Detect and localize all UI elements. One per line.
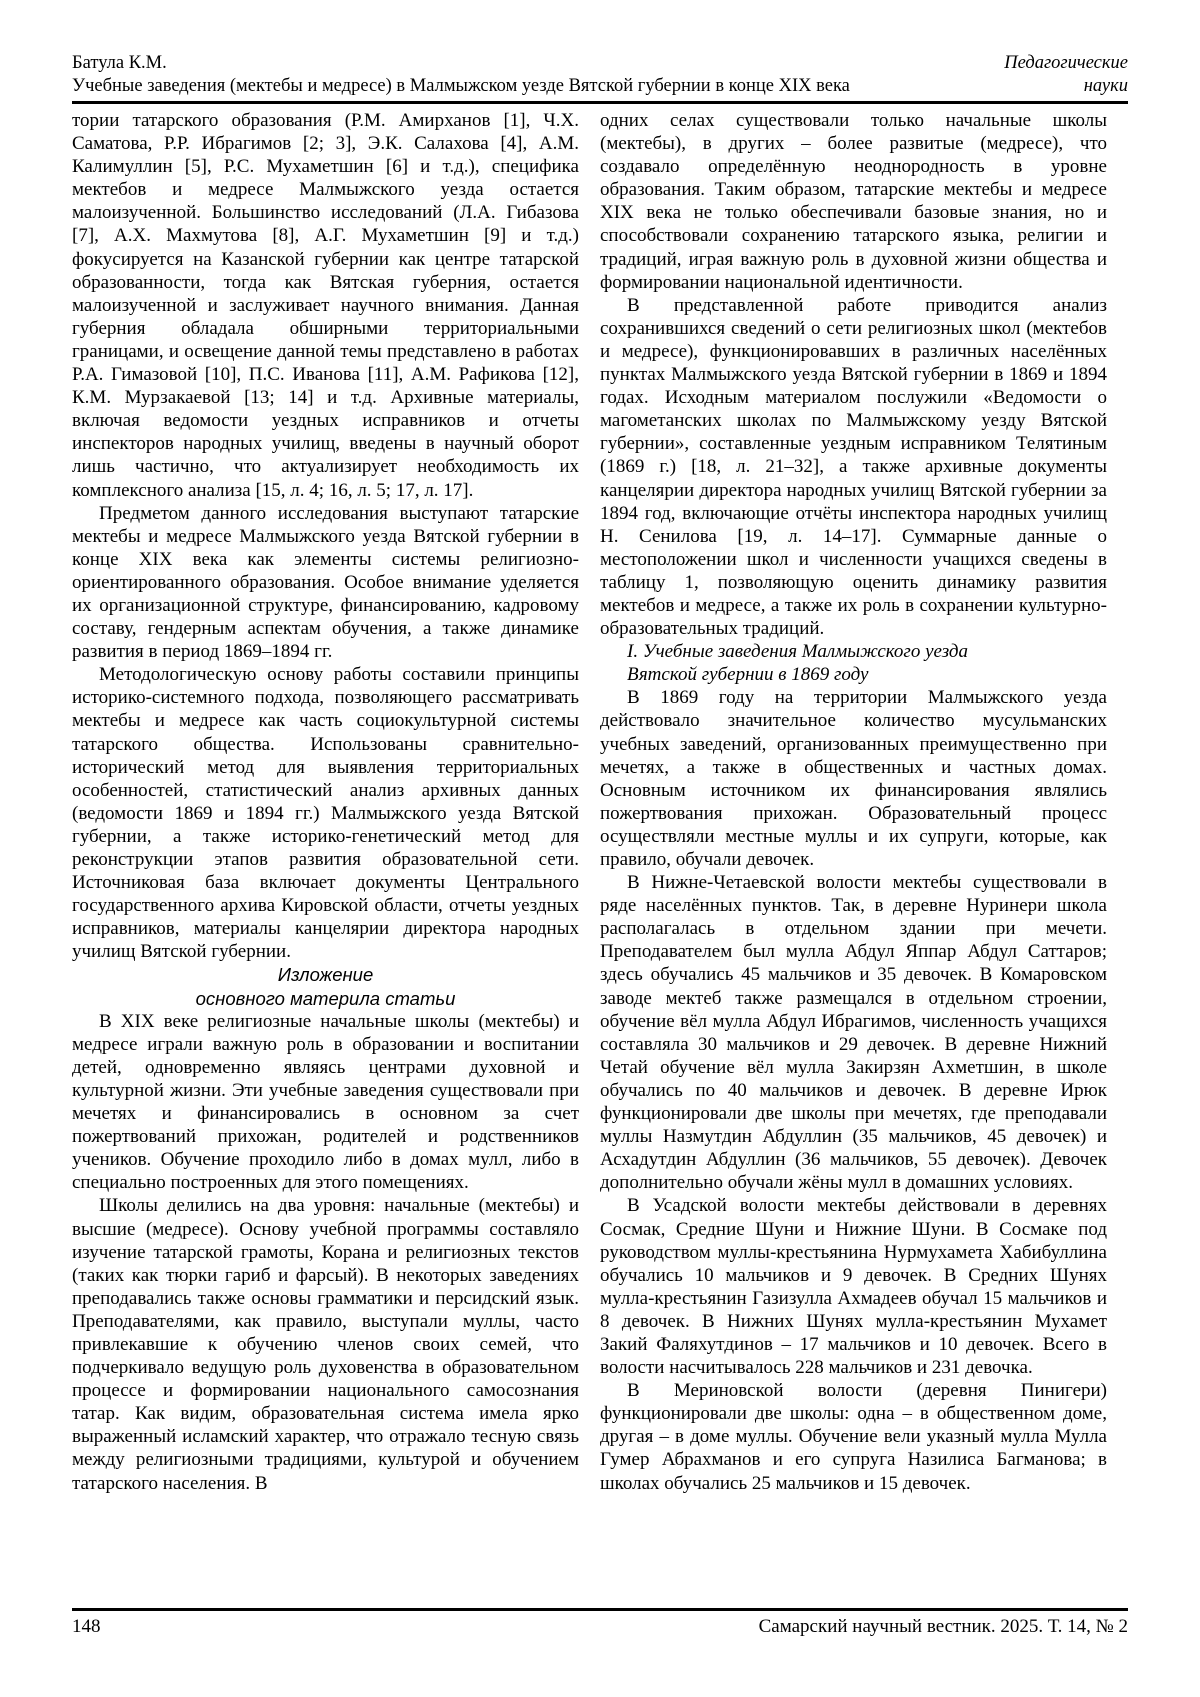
paragraph-usadskaya: В Усадской волости мектебы действовали в деревнях Сосмак, Средние Шуни и Нижние Шуни. В Сосмаке под руководством муллы-крестьянина Нурмухамета Хабибуллина обучались 10 мальчиков и 9 девочек. В Средних Шунях мулла-крестьянин Газизулла Ахмадеев обучал 15 мальчиков и 8 девочек. В Нижних Шунях мулла-крестьянин Мухамет Закий Фаляхутдинов – 17 мальчиков и 10 девочек. Всего в волости насчитывалось 228 мальчиков и 231 девочка. (600, 1195, 1107, 1379)
footer-row (72, 1615, 1128, 1638)
section-heading-izlozhenie-line2: основного материла статьи (195, 987, 456, 1009)
left-column (72, 109, 579, 1607)
page-number: 148 (72, 1616, 101, 1637)
paragraph-1869-overview: В 1869 году на территории Малмыжского уезда действовало значительное количество мусульманских учебных заведений, организованных преимущественно при мечетях, а также в общественных и частных домах. Основным источником их финансирования являлись пожертвования прихожан. Образовательный процесс осуществляли местные муллы и их супруги, которые, как правило, обучали девочек. (600, 687, 1107, 870)
paragraph-continuation: одних селах существовали только начальные школы (мектебы), в других – более развитые (медресе), что создавало определённую неоднородность в уровне образования. Таким образом, татарские мектебы и медресе XIX века не только обеспечивали базовые знания, но и способствовали сохранению татарского языка, религии и традиций, играя важную роль в духовной жизни общества и формировании национальной идентичности. (600, 110, 1107, 293)
page-header (72, 52, 1128, 104)
journal-section-top: Педагогические (1004, 53, 1128, 73)
paragraph-methodology: Методологическую основу работы составили принципы историко-системного подхода, позволяющего рассматривать мектебы и медресе как часть социокультурной системы татарского общества. Использованы сравнительно-исторический метод для выявления территориальных особенностей, статистический анализ архивных данных (ведомости 1869 и 1894 гг.) Малмыжского уезда Вятской губернии, а также историко-генетический метод для реконструкции этапов развития образовательной сети. Источниковая база включает документы Центрального государственного архива Кировской области, отчеты уездных исправников, материалы канцелярии директора народных училищ Вятской губернии. (72, 664, 579, 963)
page-footer (72, 1608, 1128, 1638)
article-body (72, 109, 1128, 1607)
paragraph-subject: Предметом данного исследования выступают татарские мектебы и медресе Малмыжского уезда Вятской губернии в конце XIX века как элементы системы религиозно-ориентированного образования. Особое внимание уделяется их организационной структуре, финансированию, кадровому составу, гендерным аспектам обучения, а также динамике развития в период 1869–1894 гг. (72, 502, 579, 663)
header-rule (72, 101, 1128, 104)
header-row-top (72, 52, 1128, 75)
paragraph-nizhne-chetaevskaya: В Нижне-Четаевской волости мектебы существовали в ряде населённых пунктов. Так, в деревне Нуринери школа располагалась в отдельном здании при мечети. Преподавателем был мулла Абдул Яппар Абдул Саттаров; здесь обучались 45 мальчиков и 35 девочек. В Комаровском заводе мектеб также размещался в отдельном строении, обучение вёл мулла Абдул Ибрагимов, численность учащихся составляла 30 мальчиков и 29 девочек. В деревне Нижний Четай обучение вёл мулла Закирзян Ахметшин, в школе обучались по 40 мальчиков и девочек. В деревне Ирюк функционировали две школы при мечетях, где преподавали муллы Назмутдин Абдуллин (35 мальчиков, 45 девочек) и Асхадутдин Абдуллин (36 мальчиков, 55 девочек). Девочек дополнительно обучали жёны мулл в домашних условиях. (600, 872, 1107, 1194)
paragraph-merinovskaya: В Мериновской волости (деревня Пинигери) функционировали две школы: одна – в общественном доме, другая – в доме муллы. Обучение вели указный мулла Мулла Гумер Абрахманов и его супруга Назилиса Багманова; в школах обучались 25 мальчиков и 15 девочек. (600, 1380, 1107, 1494)
paragraph-xix-schools: В XIX веке религиозные начальные школы (мектебы) и медресе играли важную роль в образовании и воспитании детей, одновременно являясь центрами духовной и культурной жизни. Эти учебные заведения существовали при мечетях и финансировались в основном за счет пожертвований прихожан, родителей и родственников учеников. Обучение проходило либо в домах мулл, либо в специально построенных для этого помещениях. (72, 1010, 579, 1194)
paragraph-sources: В представленной работе приводится анализ сохранившихся сведений о сети религиозных школ (мектебов и медресе), функционировавших в различных населённых пунктах Малмыжского уезда Вятской губернии в 1869 и 1894 годах. Исходным материалом послужили «Ведомости о магометанских школах по Малмыжскому уезду Вятской губернии», составленные уездным исправником Телятиным (1869 г.) [18, л. 21–32], а также архивные документы канцелярии директора народных училищ Вятской губернии за 1894 год, включающие отчёты инспектора народных училищ Н. Сенилова [19, л. 14–17]. Суммарные данные о местоположении школ и численности учащихся сведены в таблицу 1, позволяющую оценить динамику развития мектебов и медресе, а также их роль в сохранении культурно-образовательных традиций. (600, 294, 1107, 640)
section-heading-izlozhenie-line1: Изложение (277, 964, 374, 986)
section-heading-1869-line2: Вятской губернии в 1869 году (627, 664, 869, 686)
paragraph-school-levels: Школы делились на два уровня: начальные (мектебы) и высшие (медресе). Основу учебной программы составляло изучение татарской грамоты, Корана и религиозных текстов (таких как тюрки гариб и фарсый). В некоторых заведениях преподавались также основы грамматики и персидский язык. Преподавателями, как правило, выступали муллы, часто привлекавшие к обучению членов своих семей, что подчеркивало ведущую роль духовенства в образовательном процессе и формировании национального самосознания татар. Как видим, образовательная система имела ярко выраженный исламский характер, что отражало тесную связь между религиозными традициями, культурой и обучением татарского населения. В (72, 1195, 579, 1494)
header-row-bottom (72, 75, 1128, 98)
right-column (600, 109, 1107, 1607)
paragraph-continuation: тории татарского образования (Р.М. Амирханов [1], Ч.Х. Саматова, Р.Р. Ибрагимов [2; 3], Э.К. Салахова [4], А.М. Калимуллин [5], Р.С. Мухаметшин [6] и т.д.), специфика мектебов и медресе Малмыжского уезда остается малоизученной. Большинство исследований (Л.А. Гибазова [7], А.Х. Махмутова [8], А.Г. Мухаметшин [9] и т.д.) фокусируется на Казанской губернии как центре татарской образованности, тогда как Вятская губерния, остается малоизученной и заслуживает научного внимания. Данная губерния обладала обширными территориальными границами, и освещение данной темы представлено в работах Р.А. Гимазовой [10], П.С. Иванова [11], А.М. Рафикова [12], К.М. Мурзакаевой [13; 14] и т.д. Архивные материалы, включая ведомости уездных исправников и отчеты инспекторов народных училищ, введены в научный оборот лишь частично, что актуализирует необходимость их комплексного анализа [15, л. 4; 16, л. 5; 17, л. 17]. (72, 110, 579, 501)
section-heading-1869-line1: I. Учебные заведения Малмыжского уезда (627, 641, 968, 663)
journal-section-bottom: науки (1083, 76, 1128, 96)
footer-rule (72, 1608, 1128, 1611)
author-name: Батула К.М. (72, 53, 167, 73)
journal-reference: Самарский научный вестник. 2025. Т. 14, № 2 (758, 1616, 1128, 1637)
article-title: Учебные заведения (мектебы и медресе) в Малмыжском уезде Вятской губернии в конце XIX века (72, 76, 850, 96)
